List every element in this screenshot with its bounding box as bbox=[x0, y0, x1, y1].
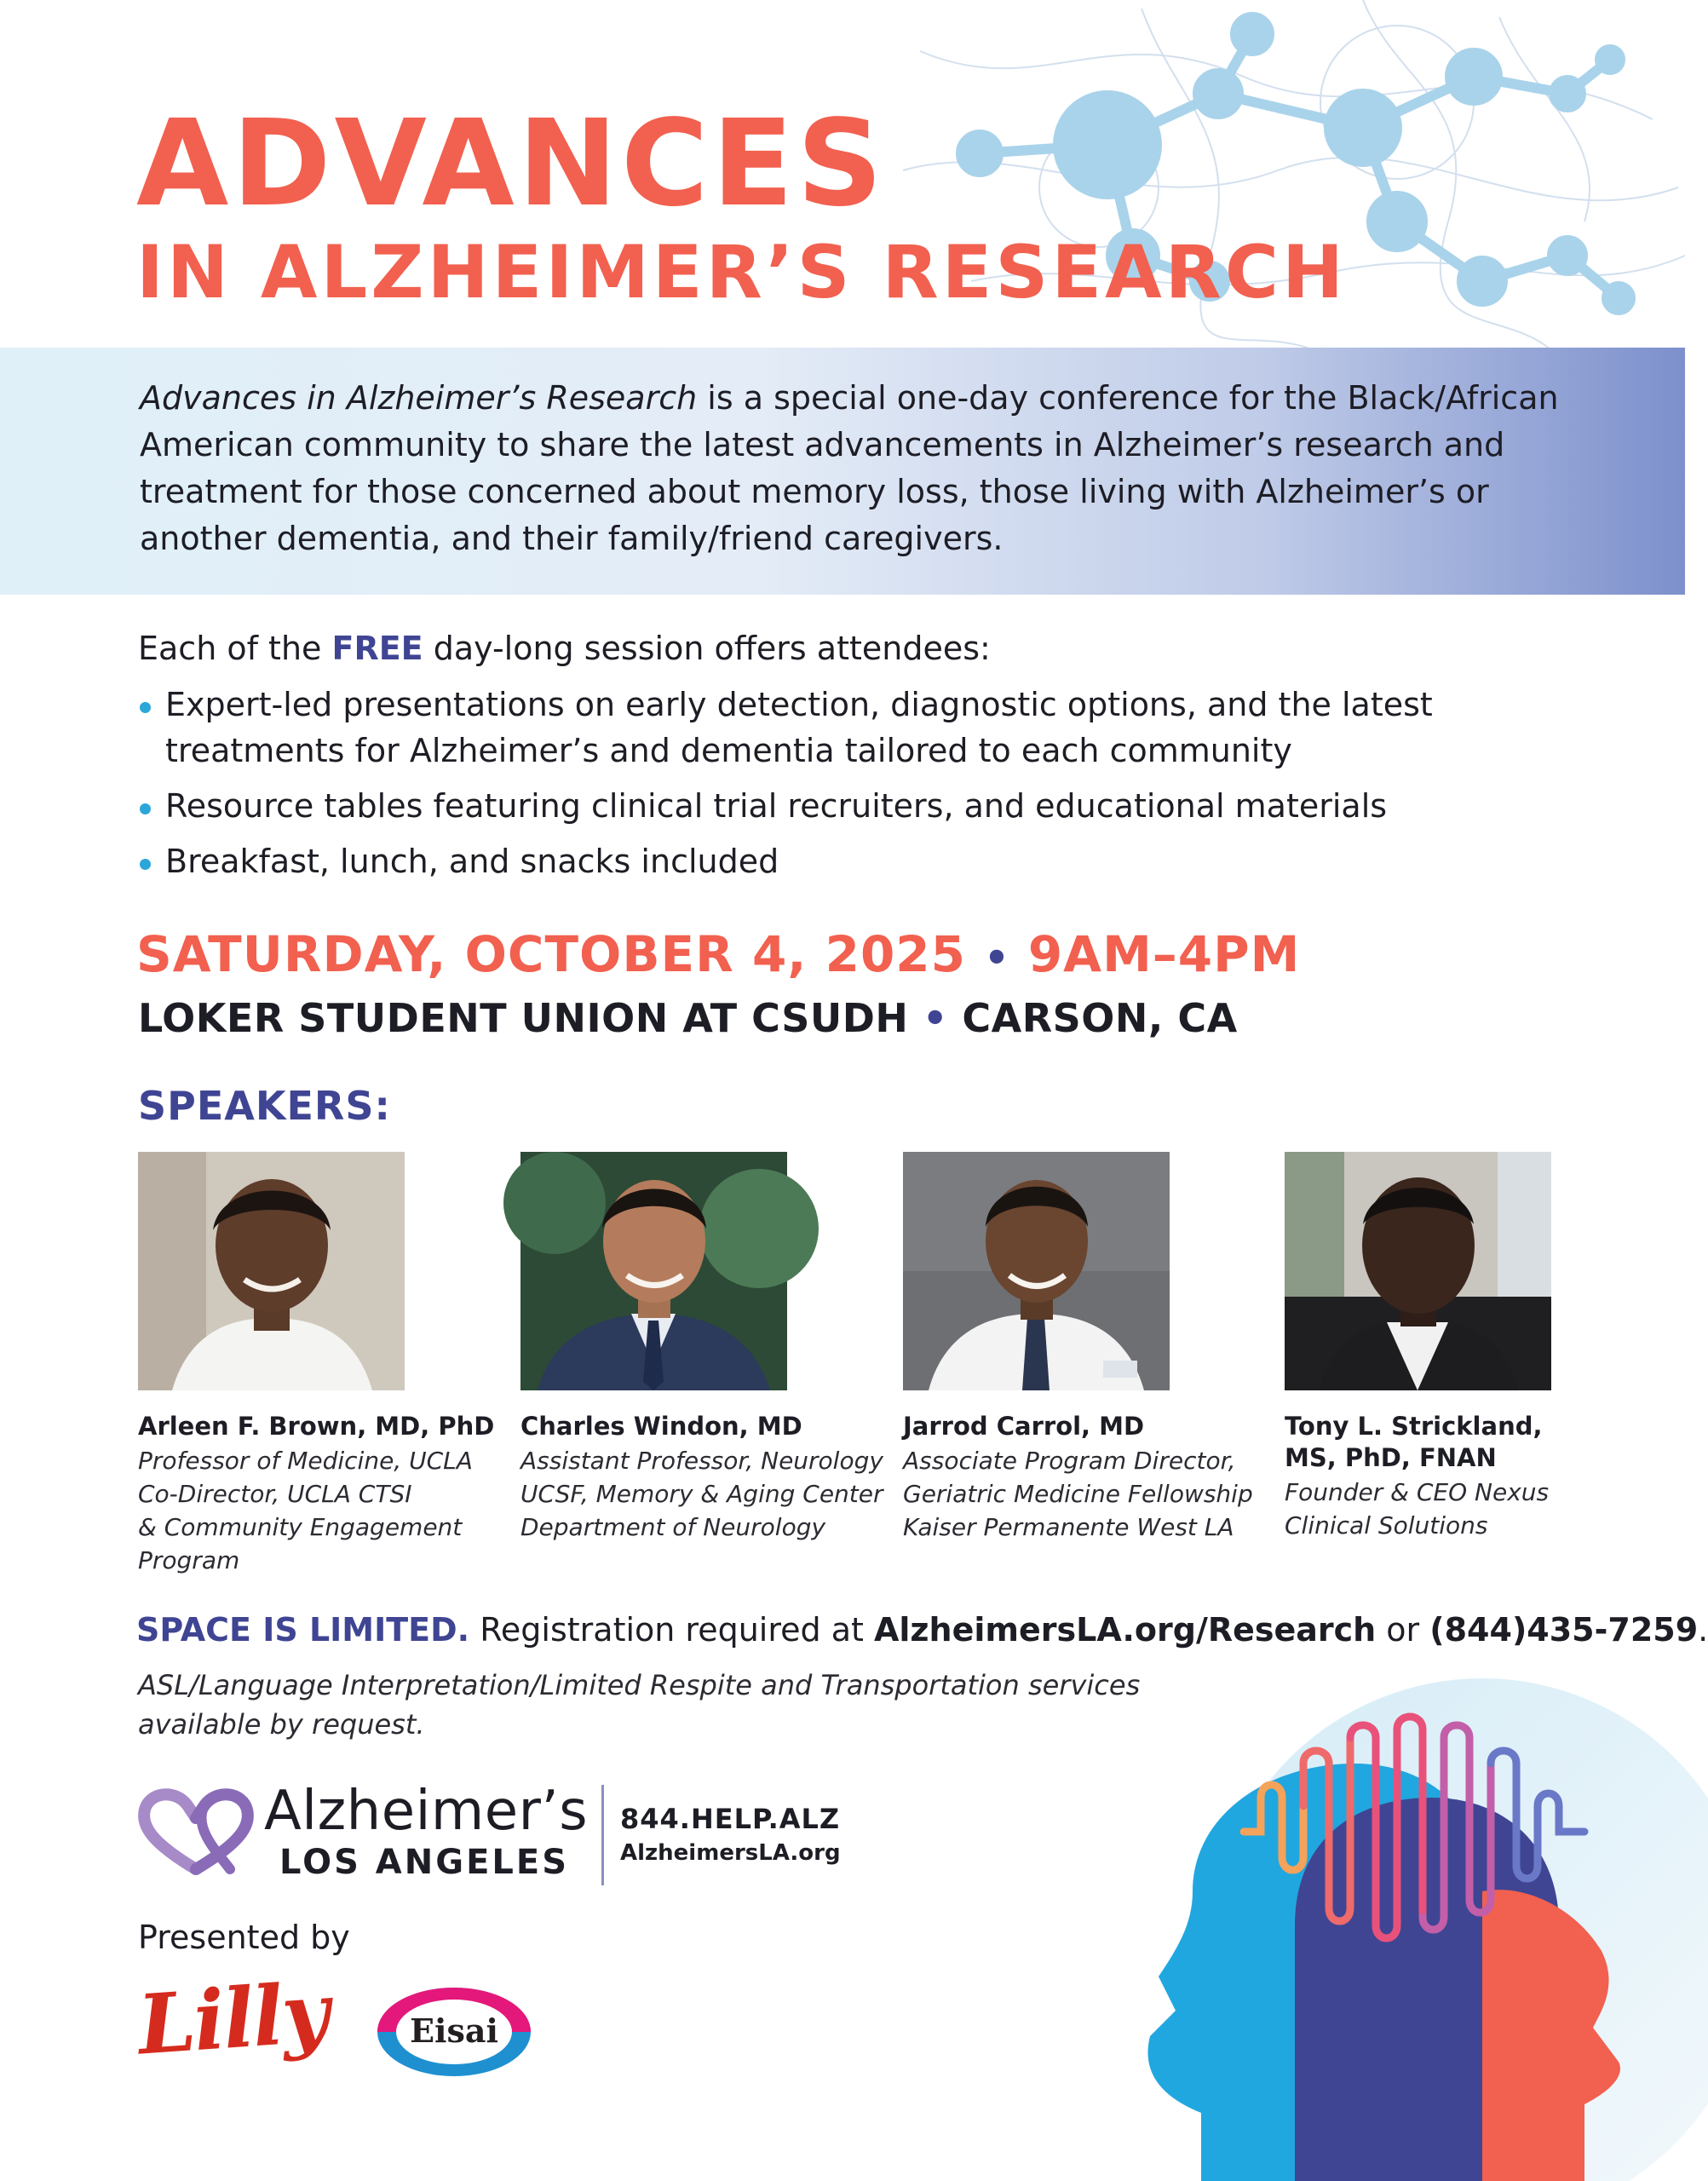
speaker-name: Tony L. Strickland, MS, PhD, FNAN bbox=[1285, 1412, 1543, 1472]
separator-dot: • bbox=[922, 995, 948, 1041]
intro-body: is a special one-day conference for the Black/African American community to share the latest advancements in Alzheimer’s research and treatment for those concerned about memory loss, those living with Alzheimer’s or another dementia, and their family/friend caregivers. bbox=[140, 379, 1559, 557]
list-item-text: Breakfast, lunch, and snacks included bbox=[165, 843, 779, 880]
speaker-card bbox=[1285, 1152, 1659, 1542]
registration-line bbox=[136, 1606, 1708, 1654]
registration-period: . bbox=[1698, 1611, 1708, 1649]
presented-by-label: Presented by bbox=[138, 1919, 350, 1956]
speakers-heading: SPEAKERS: bbox=[138, 1083, 391, 1129]
speaker-card bbox=[903, 1152, 1278, 1544]
registration-or: or bbox=[1376, 1611, 1430, 1649]
registration-link[interactable]: AlzheimersLA.org/Research bbox=[874, 1611, 1377, 1649]
speaker-name: Charles Windon, MD bbox=[520, 1412, 802, 1441]
venue-name: LOKER STUDENT UNION AT CSUDH bbox=[138, 995, 909, 1041]
list-item bbox=[138, 838, 1501, 884]
list-item bbox=[138, 783, 1501, 829]
accessibility-note: ASL/Language Interpretation/Limited Respite and Transportation services available by request. bbox=[138, 1669, 1141, 1741]
speaker-name: Jarrod Carrol, MD bbox=[903, 1412, 1145, 1441]
title-main: ADVANCES bbox=[136, 95, 887, 233]
event-time: 9AM–4PM bbox=[1027, 925, 1301, 983]
bullet-dot-icon bbox=[140, 859, 151, 870]
intro-em-title: Advances in Alzheimer’s Research bbox=[140, 379, 698, 417]
speaker-title: Associate Program Director, Geriatric Medicine Fellowship Kaiser Permanente West LA bbox=[903, 1447, 1253, 1541]
event-date bbox=[136, 924, 1300, 987]
speaker-card bbox=[520, 1152, 895, 1544]
list-item bbox=[138, 682, 1501, 774]
separator-dot: • bbox=[984, 935, 1010, 981]
list-item-text: Resource tables featuring clinical trial recruiters, and educational materials bbox=[165, 787, 1388, 825]
registration-phone[interactable]: (844)435-7259 bbox=[1429, 1611, 1699, 1649]
eisai-wordmark: Eisai bbox=[410, 2011, 498, 2050]
eisai-logo bbox=[375, 1985, 533, 2079]
helpline-number[interactable]: 844.HELP.ALZ bbox=[620, 1803, 841, 1835]
speaker-name: Arleen F. Brown, MD, PhD bbox=[138, 1412, 495, 1441]
speaker-title: Founder & CEO Nexus Clinical Solutions bbox=[1285, 1478, 1550, 1539]
offers-list bbox=[138, 682, 1501, 894]
intro-paragraph bbox=[140, 375, 1588, 562]
speaker-card bbox=[138, 1152, 513, 1577]
event-venue bbox=[138, 993, 1238, 1044]
speaker-title: Professor of Medicine, UCLA Co-Director, UCLA CTSI & Community Engagement Program bbox=[138, 1447, 473, 1574]
venue-city: CARSON, CA bbox=[962, 995, 1238, 1041]
logo-divider bbox=[601, 1785, 604, 1885]
speaker-photo bbox=[520, 1152, 787, 1390]
offers-lead bbox=[138, 626, 991, 670]
head-profile-graphic bbox=[1124, 1670, 1685, 2181]
bullet-dot-icon bbox=[140, 803, 151, 814]
speaker-photo bbox=[1285, 1152, 1551, 1390]
org-name: Alzheimer’s bbox=[264, 1780, 589, 1843]
speaker-photo bbox=[903, 1152, 1170, 1390]
offers-lead-end: day-long session offers attendees: bbox=[423, 630, 991, 667]
heart-ribbon-icon bbox=[136, 1784, 256, 1878]
org-website[interactable]: AlzheimersLA.org bbox=[620, 1840, 841, 1866]
speaker-photo bbox=[138, 1152, 405, 1390]
free-label: FREE bbox=[331, 630, 423, 667]
title-subline: IN ALZHEIMER’S RESEARCH bbox=[136, 230, 1347, 315]
speaker-title: Assistant Professor, Neurology UCSF, Memory & Aging Center Department of Neurology bbox=[520, 1447, 883, 1541]
event-date-text: SATURDAY, OCTOBER 4, 2025 bbox=[136, 925, 967, 983]
list-item-text: Expert-led presentations on early detection, diagnostic options, and the latest treatments for Alzheimer’s and dementia tailored to each community bbox=[165, 686, 1433, 769]
registration-text: Registration required at bbox=[469, 1611, 874, 1649]
org-subname: LOS ANGELES bbox=[279, 1843, 570, 1882]
offers-lead-start: Each of the bbox=[138, 630, 332, 667]
space-limited-label: SPACE IS LIMITED. bbox=[136, 1611, 470, 1649]
bullet-dot-icon bbox=[140, 702, 151, 713]
lilly-logo: Lilly bbox=[135, 1964, 331, 2074]
